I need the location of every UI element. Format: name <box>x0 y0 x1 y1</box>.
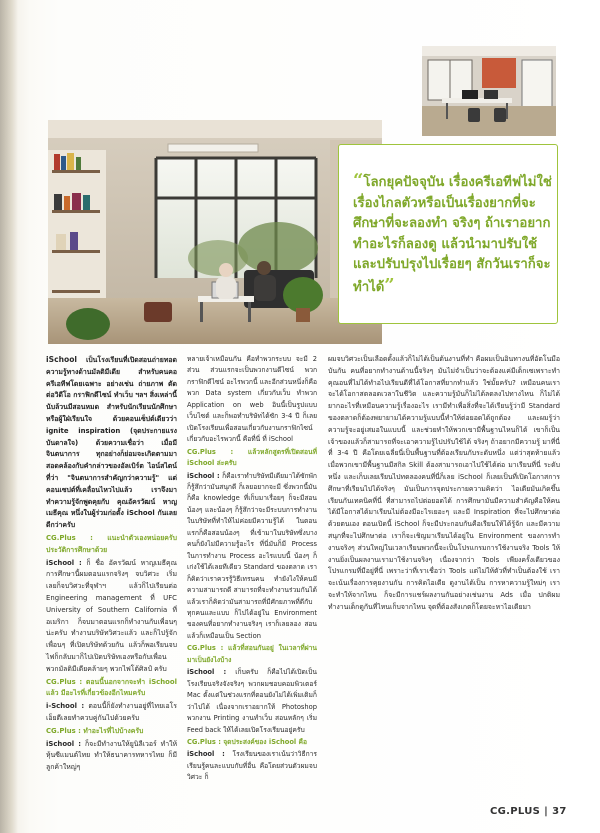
close-quote-mark-icon: ” <box>384 274 395 296</box>
answer-text: ก็จะมีทำงานให้ยูนิลีเวอร์ ทำให้หุ้นซีแมนต์ไทย ทำให้ธนาคารทหารไทย ก็มีลูกค้าใหญ่ๆ <box>46 739 177 772</box>
answer-6 <box>187 749 317 783</box>
answer-5 <box>187 667 317 736</box>
answer-text: เก็บครับ ก็คือไปได้เปิดเป็นโรงเรียนจริงจังจริงๆ พวกผมชอบคอมพิวเตอร์ Mac ตั้งแต่ในช่วงแรกที่ตอนยังไม่ได้เพิ่มเติมก็ว่าไปได้ เนื่องจากเราอยากให้ Photoshop พวกงาน Printing งานทำเว็บ สอนหลักๆ เริ่ม Feed back ให้ได้เลยเปิดโรงเรียนอยู่ครับ <box>187 668 317 734</box>
pull-quote-box <box>338 144 558 324</box>
intro-paragraph <box>46 354 177 532</box>
answer-label: iSchool : <box>187 668 227 677</box>
intro-text: เป็นโรงเรียนที่เปิดสอนถ่ายทอดความรู้ทางด้านมัลติมีเดีย สำหรับคนคอครีเอทีฟโดยเฉพาะ อย่างเช่น ถ่ายภาพ ตัดต่อวิดีโอ กราฟิกดีไซน์ ทำเว็บ ฯลฯ สิ่งเหล่านี้นับล้วนมีสอนหมด สำหรับนักเรียนนักศึกษาหรือผู้ใฝ่เรียนใจ ด้วยคอนเซ็ปต์เดียวว่า ignite inspiration (จุดประกายแรงบันดาลใจ) ด้วยความเชื่อว่า เมื่อมีจินตนาการ ทุกอย่างก็ย่อมจะเกิดตามมา สอดคล้องกับคำกล่าวของอัลเบิร์ต ไอน์สไตน์ ที่ว่า "จินตนาการสำคัญกว่าความรู้" แต่คอนเซปต์ที่เคลื่อนไหวไปแล้ว เราจึงมาทำความรู้จักพูดคุยกับ คุณอัครวัฒน์ หาญเมธีคุณ หนึ่งในผู้ร่วมก่อตั้ง iSchool กันเลยดีกว่าครับ <box>46 356 177 530</box>
page-footer <box>490 806 567 817</box>
footer-separator: | <box>544 806 549 817</box>
paragraph: หลายเจ้าเหมือนกัน คือทำพวกระบบ จะมี 2 ส่วน ส่วนแรกจะเป็นพวกงานดีไซน์ พวกกราฟิกดีไซน์ อะไรพวกนี้ และอีกส่วนหนึ่งก็คือพวก Data system เกี่ยวกับเว็บ ทำพวก Application on web อินนี้เป็นรูปแบบเว็บไซต์ และก็พอทำบริษัทได้ซัก 3-4 ปี ก็เลยเปิดโรงเรียนเพื่อสอนเกี่ยวกับงานกราฟิกไซน์ เกี่ยวกับอะไรพวกนี้ คือที่นี่ ที่ iSchool <box>187 355 317 444</box>
pull-quote-text: โลกยุคปัจจุบัน เรื่องครีเอทีฟไม่ใช่เรื่องไกลตัวหรือเป็นเรื่องยากที่จะศึกษาที่จะลองทำ จริงๆ ถ้าเราอยากทำอะไรก็ลองดู แล้วนำมาปรับใช้ และปรับปรุงไปเรื่อยๆ สักวันเราก็จะทำได้ <box>353 175 552 295</box>
pull-quote <box>353 171 553 298</box>
intro-school-name: iSchool <box>46 355 78 364</box>
answer-label: iSchool : <box>187 750 225 759</box>
main-photo-classroom <box>48 120 382 344</box>
answer-label: iSchool : <box>187 471 220 480</box>
classroom-interior-image <box>48 120 382 344</box>
office-interior-image <box>422 46 556 136</box>
question-4: CG.Plus : แล้วหลักสูตรที่เปิดสอนที่ iSchool ล่ะครับ <box>187 447 317 468</box>
article-column-3 <box>328 354 560 615</box>
article-column-1 <box>46 354 177 775</box>
answer-text: ก็คือเราทำบริษัทมีเดียมาได้ซักพัก ก็รู้สึกว่ามันสนุกดี ก็เลยอยากจะมี ซึ่งพวกนี้มันก็คือ knowledge ที่เก็บมาเรื่อยๆ ก็จะมีสอนน้องๆ และน้องๆ ก็รู้สึกว่าจะมีระบบการทำงานในบริษัทที่ทำให้ไม่ค่อยมีความรู้ได้ ในตอนแรกก็คือสอนน้องๆ ที่เข้ามาในบริษัทซึ่งบางคนก็ยังไม่มีความรู้อะไร ที่นี่มันก็มี Process ในการทำงาน Process อะไรแบบนี้ น้องๆ ก็เก่งใช้ได้เลยทีเดียว Standard ของตลาด เราก็คิดว่าเราควรรู้วิธีเทรนคน ทำยังไงให้คนมีความสามารถดี สามารถที่จะทำงานร่วมกันได้ แล้วเราก็คิดว่ามันสามารถที่มีศักยภาพที่ดีกับทุกคนและแบบ ก็ไปได้อยู่ใน Environment ของคนที่อยากทำงานจริงๆ เราก็เลยลอง สอนแล้วก็เหมือนเป็น Section <box>187 471 317 640</box>
question-5: CG.Plus : แล้วที่สอนกันอยู่ ในเวลาที่ผ่านมาเป็นยังไงบ้าง <box>187 644 317 664</box>
answer-text: ก็ ชื่อ อัครวัฒน์ หาญเมธีคุณ การศึกษานี้ผมตอนแรกจริงๆ จบวิศวะ เริ่มเลยก็จบวิศวะที่จุฬาฯ แล้วก็ไปเรียนต่อ Engineering management ที่ UFC University of Southern California ที่อเมริกา ก็จบมาตอนแรกก็ทำงานกับเพื่อนๆ น่ะครับ ทำงานบริษัทวิศวะแล้ว และก็ไปรู้จักเพื่อนๆ ที่เปิดบริษัทด้วยกัน แล้วก็พอเรียนจบไฟก็กลับมาก็ไปเปิดบริษัทเองหรือกับเพื่อน พวกมัลติมีเดียคล้ายๆ พวกไฟโต้ศิลป์ ครับ <box>46 558 177 673</box>
question-1: CG.Plus : แนะนำตัวเองหน่อยครับ ประวัติการศึกษาด้วย <box>46 533 177 554</box>
page-spine-shadow <box>0 0 18 833</box>
magazine-brand: CG.PLUS <box>490 806 541 817</box>
question-3: CG.Plus : ทำอะไรที่ไปบ้างครับ <box>46 726 144 735</box>
answer-1 <box>46 558 177 676</box>
answer-text: โรงเรียนของเราเน้นว่าวิธีการเรียนรู้คนละแบบกับที่อื่น คือโดยส่วนตัวผมจบวิศวะ ก็ <box>187 750 317 782</box>
answer-label: iSchool : <box>46 558 82 567</box>
answer-text: ตอนนี้ก็ยังทำงานอยู่ที่ไทยเอโรเอ็ยตีเลยทำควบคู่กันไปด้วยครับ <box>46 702 177 722</box>
secondary-photo-office <box>422 46 556 136</box>
question-2: CG.Plus : ตอนนี้นอกจากจะทำ iSchool แล้ว มีอะไรที่เกี่ยวข้องอีกไหมครับ <box>46 677 177 698</box>
paragraph: ผมจบวิศวะเป็นเลือดดั้งแล้วก็ไม่ได้เป็นต้นงานที่ทำ คือผมเป็นอินทางนที่อัตโนมือบันกัน คนที่อยากทำงานด้านนี้จริงๆ มันไม่จำเป็นว่าจะต้องแค่มีเด็กเซเพราะทำคุณอนที่ไม่ได้ทำอไปเรียนดีที่ได้โอกาสที่ยากทำแล้ว ใช่มั้ยครับ? เหมือนคนเราจะได้โอกาสตลอดเวลาในชีวิต และความรู้มันก็ไม่ได้ลดลงไปทางไหน ก็ไม่ได้ยากอะไรที่เหมือนความรู้เรื่องอะไร เรามีทำเพื่อสิ่งที่จะได้เรียนรู้ว่ามี Standard ของตลาดก็ต้องพยายามได้ความรู้แบบนี้ทำให้ต่อยอดได้ถูกต้อง และผมรู้ว่าความรู้จะอยู่เสมอในแบบนี้ และช่วยทำให้พวกเขามีพื้นฐานไหนก็ได้ เขาก็เป็นเจ้าของแล้วก็สามารถที่จะเอาความรู้ไปปรับใช้ได้ จริงๆ ถ้าอยากมีความรู้ มาที่นี่ที่ 3-4 ปี คือโดยเฉลี่ยนี่เป็นพื้นฐานที่ต้องเรียนกับระดับหนึ่ง แต่ว่าสุดท้ายแล้วเมื่อพวกเขามีพื้นฐานมีสกิล Skill ต้องสามารถเอาไปใช้ได้ต่อ มาเรียนที่นี่ ระดับหนึ่ง และเก็บเลยเรียนไปทดลองคนที่นี่ก็เลย iSchool ก็เลยเป็นที่เปิดโอกาสการศึกษาที่เรียนไปได้จริงๆ มันเป็นการจุดประกายความคิดว่า ไอเดียมันเกิดขึ้น เรียนกันเทคนิคที่นี่ ที่สามารถไปต่อยอดได้ การศึกษามันมีความสำคัญคือให้คนได้มีโอกาสได้มาเรียนไม่ต้องมีอะไรเยอะๆ และมี Inspiration ที่จะไปศึกษาต่อด้วยตนเอง ตอนเปิดนี้ iSchool ก็จะมีประกอบกันคือเรียนให้ได้รู้จัก และมีความสนุกที่จะไปศึกษาต่อ เราก็จะเชิญมาเรียนได้อยู่ใน Environment ของการทำงานจริงๆ ส่วนใหญ่ในเวลาเรียนพวกนี้จะเป็นโปรแกรมการใช้งานจริง Tools ให้งานยิ่งเป็นผลงานเรามาใช้งานจริงๆ เนื่องจากว่า Tools เพียงครั้งเดียวของโปรแกรมที่มีอยู่ที่นี่ เพราะว่าที่เราเชื่อว่า Tools แต่ไม่ให้ตัวที่ทำเป็นต้องใช้ เราจะเน้นเรื่องการคุยงานกัน การคิดไอเดีย ดูงานได้เป็น การหาความรู้ใหม่ๆ เราจะทำให้จากไหน ก็จะมีการแชร์ผลงานกันอย่างเช่นงาน Ads เมื่อ ปกติผมทำงานเด็กดูกันที่ไหนเก็บจากไหน จุดที่ต้องสังเกตก็โดยจะหาไอเดียมา <box>328 355 560 611</box>
article-column-2 <box>187 354 317 785</box>
answer-4 <box>187 471 317 643</box>
open-quote-mark-icon: “ <box>353 170 364 191</box>
page-number: 37 <box>552 806 567 817</box>
answer-2 <box>46 701 177 725</box>
answer-label: i-School : <box>46 702 85 711</box>
question-6: CG.Plus : จุดประสงค์ของ iSchool คือ <box>187 737 308 746</box>
answer-label: iSchool : <box>46 739 82 748</box>
answer-3 <box>46 739 177 774</box>
